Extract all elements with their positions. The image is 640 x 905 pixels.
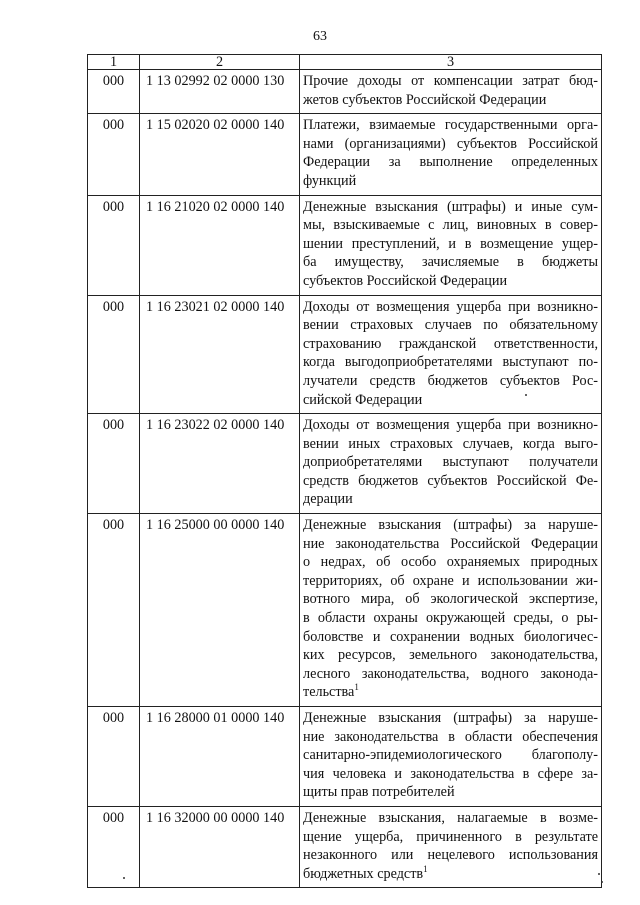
revenue-name-line [303, 646, 598, 665]
admin-code-cell: 000 [88, 806, 140, 887]
revenue-name-text: вении страховых случаев по обязательному [303, 317, 598, 334]
revenue-name-line [303, 783, 598, 802]
table-row [88, 707, 602, 807]
revenue-name-text: щиты прав потребителей [303, 784, 455, 801]
column-header-1: 1 [88, 55, 140, 70]
revenue-name-cell [300, 70, 602, 114]
revenue-name-line [303, 728, 598, 747]
footnote-marker: 1 [423, 863, 428, 874]
revenue-name-cell [300, 114, 602, 195]
admin-code-cell: 000 [88, 295, 140, 414]
page-number: 63 [313, 29, 327, 44]
revenue-name-text: щение ущерба, причиненного в результате [303, 828, 598, 845]
revenue-name-line [303, 809, 598, 828]
revenue-name-cell [300, 414, 602, 514]
budget-classification-code-cell: 1 16 21020 02 0000 140 [140, 195, 300, 295]
revenue-name-line [303, 153, 598, 172]
revenue-name-cell [300, 806, 602, 887]
revenue-name-line [303, 272, 598, 291]
revenue-name-cell [300, 295, 602, 414]
scan-speck [525, 394, 527, 396]
revenue-name-text: вотного мира, об экологической экспертизе, [303, 591, 598, 608]
revenue-name-line [303, 609, 598, 628]
scan-speck [598, 873, 600, 875]
revenue-name-line [303, 335, 598, 354]
revenue-name-text: санитарно-эпидемиологического благополу- [303, 747, 598, 764]
table-row [88, 295, 602, 414]
budget-classification-code-cell: 1 16 23022 02 0000 140 [140, 414, 300, 514]
revenue-name-text: лучатели средств бюджетов субъектов Рос- [303, 372, 598, 389]
revenue-name-cell [300, 514, 602, 707]
revenue-name-line [303, 590, 598, 609]
revenue-name-line [303, 628, 598, 647]
revenue-name-line [303, 298, 598, 317]
revenue-name-line [303, 865, 598, 884]
revenue-name-line [303, 316, 598, 335]
table-row [88, 114, 602, 195]
revenue-name-text: Платежи, взимаемые государственными орга- [303, 117, 598, 134]
table-row [88, 70, 602, 114]
revenue-name-text: боловстве и сохранении водных биологичес- [303, 628, 598, 645]
revenue-name-line [303, 572, 598, 591]
revenue-name-text: страхованию гражданской ответственности, [303, 335, 598, 352]
table-row [88, 806, 602, 887]
revenue-name-text: дерации [303, 491, 353, 508]
admin-code-cell: 000 [88, 514, 140, 707]
revenue-name-cell [300, 707, 602, 807]
table-row [88, 414, 602, 514]
revenue-name-line [303, 490, 598, 509]
admin-code-cell: 000 [88, 70, 140, 114]
revenue-name-cell [300, 195, 602, 295]
revenue-name-text: в области охраны окружающей среды, о ры- [303, 610, 598, 627]
revenue-name-text: Денежные взыскания (штрафы) и иные сум- [303, 198, 598, 215]
revenue-name-line [303, 846, 598, 865]
revenue-name-text: мы, взыскиваемые с лиц, виновных в совер- [303, 217, 598, 234]
revenue-name-text: лесного законодательства, водного законода- [303, 665, 598, 682]
revenue-name-text: сийской Федерации [303, 391, 423, 408]
revenue-name-line [303, 709, 598, 728]
revenue-name-line [303, 435, 598, 454]
budget-classification-code-cell: 1 16 32000 00 0000 140 [140, 806, 300, 887]
revenue-name-text: ба имуществу, зачисляемые в бюджеты [303, 254, 598, 271]
revenue-name-line [303, 253, 598, 272]
revenue-name-line [303, 91, 598, 110]
revenue-name-text: доприобретателями выступают получатели [303, 454, 598, 471]
budget-classification-code-cell: 1 13 02992 02 0000 130 [140, 70, 300, 114]
revenue-name-text: ких ресурсов, земельного законодательства, [303, 647, 598, 664]
revenue-name-line [303, 135, 598, 154]
budget-classification-code-cell: 1 16 28000 01 0000 140 [140, 707, 300, 807]
revenue-name-line [303, 391, 598, 410]
admin-code-cell: 000 [88, 195, 140, 295]
revenue-name-text: чия человека и законодательства в сфере за- [303, 765, 598, 782]
table-header [88, 55, 602, 70]
revenue-name-text: Доходы от возмещения ущерба при возникно- [303, 417, 598, 434]
scan-speck [601, 881, 603, 883]
revenue-name-text: субъектов Российской Федерации [303, 272, 508, 289]
revenue-name-line [303, 235, 598, 254]
revenue-name-text: территориях, об охране и использовании жи- [303, 572, 598, 589]
table-row [88, 195, 602, 295]
budget-codes-table [87, 54, 602, 888]
revenue-name-text: Прочие доходы от компенсации затрат бюд- [303, 73, 598, 89]
column-header-2: 2 [140, 55, 300, 70]
revenue-name-line [303, 683, 598, 702]
revenue-name-text: Денежные взыскания (штрафы) за наруше- [303, 710, 598, 726]
revenue-name-text: Федерации за выполнение определенных [303, 154, 598, 171]
revenue-name-line [303, 535, 598, 554]
revenue-name-line [303, 553, 598, 572]
revenue-name-line [303, 116, 598, 135]
revenue-name-line [303, 516, 598, 535]
revenue-name-line [303, 216, 598, 235]
footnote-marker: 1 [354, 682, 359, 693]
revenue-name-text: Денежные взыскания (штрафы) за наруше- [303, 517, 598, 534]
revenue-name-text: бюджетных средств [303, 865, 424, 882]
revenue-name-text: жетов субъектов Российской Федерации [303, 91, 547, 108]
revenue-name-line [303, 472, 598, 491]
revenue-name-text: ние законодательства Российской Федерации [303, 535, 598, 552]
table-body [88, 70, 602, 888]
revenue-name-text: незаконного или нецелевого использования [303, 847, 598, 864]
revenue-name-text: тельства [303, 684, 355, 701]
revenue-name-line [303, 746, 598, 765]
admin-code-cell: 000 [88, 114, 140, 195]
revenue-name-text: о недрах, об особо охраняемых природных [303, 554, 598, 571]
admin-code-cell: 000 [88, 707, 140, 807]
revenue-name-text: функций [303, 172, 357, 189]
revenue-name-line [303, 665, 598, 684]
scan-speck [123, 877, 125, 879]
revenue-name-text: Денежные взыскания, налагаемые в возме- [303, 809, 598, 826]
revenue-name-text: шении преступлений, и в возмещение ущер- [303, 235, 598, 252]
revenue-name-text: ние законодательства в области обеспечения [303, 728, 598, 745]
revenue-name-line [303, 172, 598, 191]
header-row [88, 55, 602, 70]
revenue-name-line [303, 72, 598, 91]
revenue-name-text: вении иных страховых случаев, когда выго- [303, 435, 598, 452]
revenue-name-text: средств бюджетов субъектов Российской Фе- [303, 472, 598, 489]
revenue-name-text: когда выгодоприобретателями выступают по- [303, 354, 598, 371]
budget-classification-code-cell: 1 16 23021 02 0000 140 [140, 295, 300, 414]
budget-classification-code-cell: 1 15 02020 02 0000 140 [140, 114, 300, 195]
revenue-name-text: Доходы от возмещения ущерба при возникно- [303, 298, 598, 315]
revenue-name-text: нами (организациями) субъектов Российской [303, 135, 598, 152]
budget-classification-code-cell: 1 16 25000 00 0000 140 [140, 514, 300, 707]
revenue-name-line [303, 765, 598, 784]
revenue-name-line [303, 198, 598, 217]
revenue-name-line [303, 353, 598, 372]
table-row [88, 514, 602, 707]
revenue-name-line [303, 372, 598, 391]
column-header-3: 3 [300, 55, 602, 70]
revenue-name-line [303, 828, 598, 847]
revenue-name-line [303, 453, 598, 472]
admin-code-cell: 000 [88, 414, 140, 514]
revenue-name-line [303, 416, 598, 435]
